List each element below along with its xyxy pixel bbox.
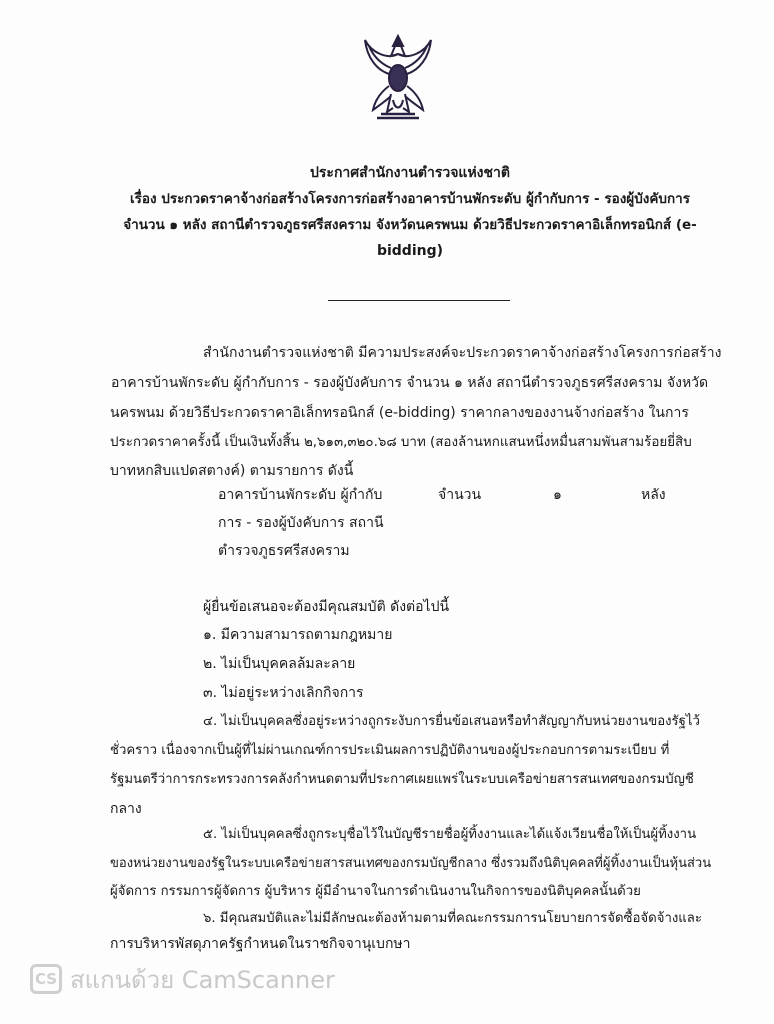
- camscanner-text: สแกนด้วย CamScanner: [70, 965, 335, 994]
- item-qty: ๑: [553, 487, 562, 503]
- qualification-1: ๑. มีความสามารถตามกฎหมาย: [203, 627, 393, 643]
- paragraph-1-line-1: สำนักงานตำรวจแห่งชาติ มีความประสงค์จะประกวดราคาจ้างก่อสร้างโครงการก่อสร้าง: [203, 345, 722, 361]
- qualification-5-line-1: ๕. ไม่เป็นบุคคลซึ่งถูกระบุชื่อไว้ในบัญชีรายชื่อผู้ทิ้งงานและได้แจ้งเวียนชื่อให้เป็นผู้ทิ้งงาน: [203, 827, 697, 842]
- qualification-3: ๓. ไม่อยู่ระหว่างเลิกกิจการ: [203, 685, 364, 701]
- paragraph-1-line-2: อาคารบ้านพักระดับ ผู้กำกับการ - รองผู้บังคับการ จำนวน ๑ หลัง สถานีตำรวจภูธรศรีสงคราม จังหวัด: [111, 375, 709, 391]
- qualification-4-line-1: ๔. ไม่เป็นบุคคลซึ่งอยู่ระหว่างถูกระงับการยื่นข้อเสนอหรือทำสัญญากับหน่วยงานของรัฐไว้: [203, 714, 700, 729]
- qualification-4-line-3: รัฐมนตรีว่าการกระทรวงการคลังกำหนดตามที่ประกาศเผยแพร่ในระบบเครือข่ายสารสนเทศของกรมบัญชี: [110, 772, 694, 787]
- paragraph-1-line-4: ประกวดราคาครั้งนี้ เป็นเงินทั้งสิ้น ๒,๖๑๓,๓๒๐.๖๘ บาท (สองล้านหกแสนหนึ่งหมื่นสามพันสามร้อยยี่สิบ: [110, 435, 692, 450]
- qualification-6-line-1: ๖. มีคุณสมบัติและไม่มีลักษณะต้องห้ามตามที่คณะกรรมการนโยบายการจัดซื้อจัดจ้างและ: [203, 911, 702, 926]
- camscanner-watermark: [30, 962, 335, 996]
- camscanner-logo-icon: CS: [30, 964, 62, 994]
- paragraph-1-line-3: นครพนม ด้วยวิธีประกวดราคาอิเล็กทรอนิกส์ (e-bidding) ราคากลางของงานจ้างก่อสร้าง ในการ: [110, 405, 689, 421]
- item-name-line-3: ตำรวจภูธรศรีสงคราม: [218, 543, 350, 559]
- item-name-line-1: อาคารบ้านพักระดับ ผู้กำกับ: [218, 487, 383, 503]
- subject-line-1: เรื่อง ประกวดราคาจ้างก่อสร้างโครงการก่อสร้างอาคารบ้านพักระดับ ผู้กำกับการ - รองผู้บังคับการ: [130, 191, 690, 207]
- subject-line-2: จำนวน ๑ หลัง สถานีตำรวจภูธรศรีสงคราม จังหวัดนครพนม ด้วยวิธีประกวดราคาอิเล็กทรอนิกส์ (e-: [123, 217, 697, 233]
- item-name-line-2: การ - รองผู้บังคับการ สถานี: [218, 515, 384, 531]
- qualification-4-line-2: ชั่วคราว เนื่องจากเป็นผู้ที่ไม่ผ่านเกณฑ์การประเมินผลการปฏิบัติงานของผู้ประกอบการตามระเบียบ ที่: [110, 743, 670, 758]
- qualification-6-line-2: การบริหารพัสดุภาครัฐกำหนดในราชกิจจานุเบกษา: [110, 936, 411, 952]
- qualification-5-line-2: ของหน่วยงานของรัฐในระบบเครือข่ายสารสนเทศของกรมบัญชีกลาง ซึ่งรวมถึงนิติบุคคลที่ผู้ทิ้งงานเป็นหุ้นส่วน: [110, 856, 712, 871]
- title-block: [100, 160, 720, 264]
- item-unit: หลัง: [641, 487, 666, 503]
- qualifications-intro: ผู้ยื่นข้อเสนอจะต้องมีคุณสมบัติ ดังต่อไปนี้: [203, 599, 450, 615]
- item-qty-label: จำนวน: [438, 487, 482, 503]
- subject-line-3: bidding): [376, 243, 444, 259]
- title-divider: [328, 300, 510, 301]
- paragraph-1-line-5: บาทหกสิบแปดสตางค์) ตามรายการ ดังนี้: [110, 463, 354, 479]
- qualification-2: ๒. ไม่เป็นบุคคลล้มละลาย: [203, 656, 356, 672]
- qualification-5-line-3: ผู้จัดการ กรรมการผู้จัดการ ผู้บริหาร ผู้มีอำนาจในการดำเนินงานในกิจการของนิติบุคคลนั้นด้วย: [110, 884, 641, 899]
- announcement-title: ประกาศสำนักงานตำรวจแห่งชาติ: [310, 165, 510, 181]
- qualification-4-line-4: กลาง: [110, 801, 142, 817]
- garuda-emblem: [357, 30, 439, 126]
